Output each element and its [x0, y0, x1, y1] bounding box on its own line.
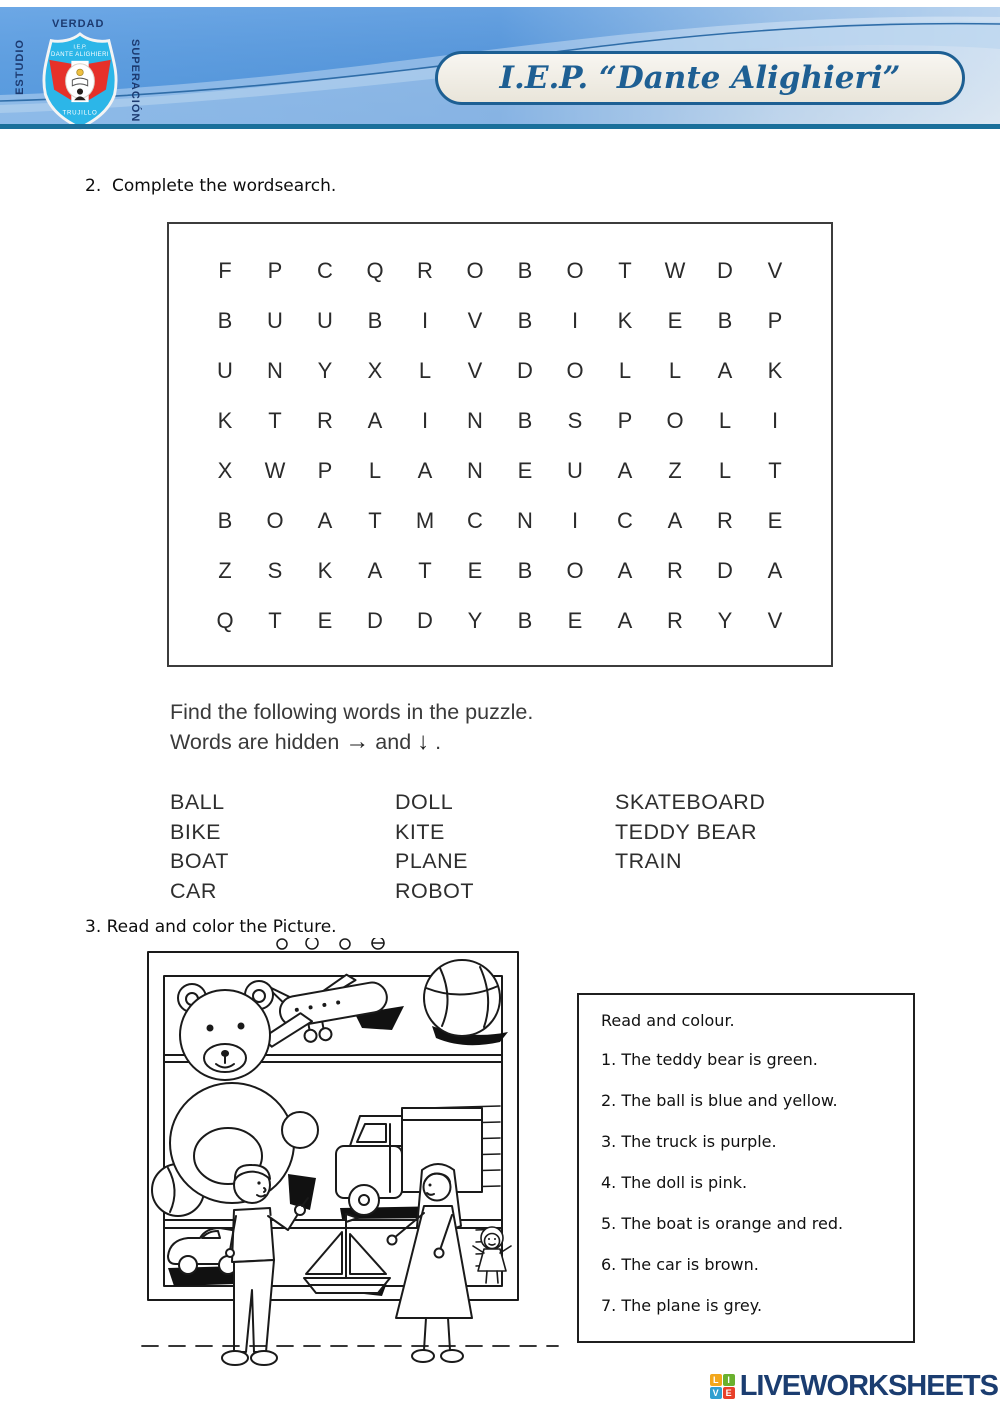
- wordsearch-letter-r5c1[interactable]: X: [217, 458, 233, 483]
- wordsearch-letter-r2c1[interactable]: B: [217, 308, 233, 333]
- wordsearch-letter-r5c7[interactable]: E: [517, 458, 533, 483]
- wordsearch-letter-r4c5[interactable]: I: [421, 408, 429, 433]
- exercise2-title: 2. Complete the wordsearch.: [85, 176, 337, 196]
- word-list-column: [395, 788, 615, 906]
- wordsearch-letter-r5c8[interactable]: U: [567, 458, 583, 483]
- toy-shop-illustration: [140, 938, 560, 1372]
- wordsearch-letter-r4c7[interactable]: B: [517, 408, 533, 433]
- wordsearch-letter-r7c4[interactable]: A: [367, 558, 383, 583]
- wordsearch-letter-r2c12[interactable]: P: [767, 308, 783, 333]
- word-item: KITE: [395, 819, 445, 844]
- colour-instruction: 6. The car is brown.: [601, 1255, 759, 1274]
- wordsearch-letter-r4c9[interactable]: P: [617, 408, 633, 433]
- wordsearch-letter-r1c8[interactable]: O: [566, 258, 584, 283]
- wordsearch-letter-r2c9[interactable]: K: [617, 308, 633, 333]
- wordsearch-letter-r2c6[interactable]: V: [467, 308, 483, 333]
- wordsearch-letter-r7c12[interactable]: A: [767, 558, 783, 583]
- wordsearch-letter-r8c6[interactable]: Y: [467, 608, 483, 633]
- logo-motto-superacion: SUPERACIÓN: [129, 39, 141, 123]
- wordsearch-letter-r3c7[interactable]: D: [517, 358, 533, 383]
- wordsearch-letter-r4c2[interactable]: T: [268, 408, 282, 433]
- wordsearch-letter-r1c7[interactable]: B: [517, 258, 533, 283]
- wordsearch-letter-r1c9[interactable]: T: [618, 258, 632, 283]
- wordsearch-letter-r8c3[interactable]: E: [317, 608, 333, 633]
- wordsearch-letter-r8c2[interactable]: T: [268, 608, 282, 633]
- wordsearch-letter-r8c7[interactable]: B: [517, 608, 533, 633]
- liveworksheets-icon-square: L: [710, 1374, 722, 1386]
- wordsearch-letter-r4c1[interactable]: K: [217, 408, 233, 433]
- svg-text:DANTE ALIGHIERI: DANTE ALIGHIERI: [50, 52, 110, 59]
- colour-instruction: 7. The plane is grey.: [601, 1296, 763, 1315]
- wordsearch-letter-r3c12[interactable]: K: [767, 358, 783, 383]
- colour-box-title: Read and colour.: [601, 1011, 735, 1030]
- wordsearch-letter-r7c3[interactable]: K: [317, 558, 333, 583]
- colour-instruction: 4. The doll is pink.: [601, 1173, 748, 1192]
- wordsearch-letter-r6c3[interactable]: A: [317, 508, 333, 533]
- instructions-line1: Find the following words in the puzzle.: [170, 700, 534, 724]
- wordsearch-letter-r1c3[interactable]: C: [317, 258, 333, 283]
- wordsearch-letter-r2c2[interactable]: U: [267, 308, 283, 333]
- colour-instruction: 3. The truck is purple.: [601, 1132, 777, 1151]
- wordsearch-letter-r5c12[interactable]: T: [768, 458, 782, 483]
- svg-text:TRUJILLO: TRUJILLO: [62, 109, 98, 117]
- wordsearch-letter-r6c4[interactable]: T: [368, 508, 382, 533]
- wordsearch-letter-r2c8[interactable]: I: [571, 308, 579, 333]
- wordsearch-letter-r8c8[interactable]: E: [567, 608, 583, 633]
- instructions-line2: Words are hidden: [170, 730, 340, 754]
- right-arrow-icon: →: [345, 728, 370, 755]
- word-item: BIKE: [170, 819, 221, 844]
- word-item: TRAIN: [615, 849, 682, 873]
- wordsearch-letter-r7c7[interactable]: B: [517, 558, 533, 583]
- word-list: [170, 788, 765, 906]
- wordsearch-letter-r4c6[interactable]: N: [467, 408, 483, 433]
- wordsearch-letter-r1c1[interactable]: F: [218, 258, 232, 283]
- wordsearch-letter-r6c12[interactable]: E: [767, 508, 783, 533]
- liveworksheets-brand-text: LIVEWORKSHEETS: [739, 1370, 998, 1402]
- wordsearch-letter-r5c11[interactable]: L: [718, 458, 732, 483]
- wordsearch-letter-r3c8[interactable]: O: [566, 358, 584, 383]
- wordsearch-letter-r2c11[interactable]: B: [717, 308, 733, 333]
- word-item: BALL: [170, 790, 225, 814]
- wordsearch-letter-r8c1[interactable]: Q: [216, 608, 234, 633]
- wordsearch-letter-r4c3[interactable]: R: [317, 408, 333, 433]
- wordsearch-letter-r2c4[interactable]: B: [367, 308, 383, 333]
- wordsearch-letter-r3c2[interactable]: N: [267, 358, 283, 383]
- page-header: [0, 7, 1000, 124]
- colour-instruction: 2. The ball is blue and yellow.: [601, 1091, 838, 1110]
- word-item: BOAT: [170, 849, 229, 873]
- school-name-banner: [435, 51, 965, 105]
- word-item: CAR: [170, 878, 217, 903]
- school-name-text: I.E.P. “Dante Alighieri”: [499, 60, 901, 96]
- word-list-column: [615, 788, 765, 906]
- header-divider-bar: [0, 124, 1000, 129]
- wordsearch-letter-r5c6[interactable]: N: [467, 458, 483, 483]
- wordsearch-letter-r3c3[interactable]: Y: [317, 358, 333, 383]
- wordsearch-letter-r3c11[interactable]: A: [717, 358, 733, 383]
- wordsearch-letter-r2c3[interactable]: U: [317, 308, 333, 333]
- word-item: SKATEBOARD: [615, 790, 766, 814]
- wordsearch-letter-r6c1[interactable]: B: [217, 508, 233, 533]
- wordsearch-letter-r4c8[interactable]: S: [567, 408, 583, 433]
- wordsearch-letter-r1c5[interactable]: R: [417, 258, 433, 283]
- wordsearch-letter-r8c10[interactable]: R: [667, 608, 683, 633]
- top-doodles: [277, 938, 384, 949]
- down-arrow-icon: ↓: [417, 728, 430, 755]
- wordsearch-letter-r1c10[interactable]: W: [664, 258, 686, 283]
- wordsearch-letter-r5c5[interactable]: A: [417, 458, 433, 483]
- wordsearch-letter-r6c10[interactable]: A: [667, 508, 683, 533]
- liveworksheets-icon-square: E: [723, 1387, 735, 1399]
- wordsearch-letter-r5c2[interactable]: W: [264, 458, 286, 483]
- liveworksheets-logo[interactable]: [710, 1370, 998, 1403]
- wordsearch-letter-r1c6[interactable]: O: [466, 258, 484, 283]
- school-shield-logo: [32, 31, 128, 131]
- liveworksheets-icon-square: V: [710, 1387, 722, 1399]
- exercise3-title: 3. Read and color the Picture.: [85, 917, 337, 937]
- read-and-colour-box: [577, 993, 915, 1343]
- wordsearch-letter-r4c11[interactable]: L: [718, 408, 732, 433]
- wordsearch-letter-r7c5[interactable]: T: [418, 558, 432, 583]
- wordsearch-letter-r6c9[interactable]: C: [617, 508, 633, 533]
- instructions-period: .: [435, 730, 442, 754]
- wordsearch-letter-r4c10[interactable]: O: [666, 408, 684, 433]
- wordsearch-letter-r7c2[interactable]: S: [267, 558, 283, 583]
- word-item: DOLL: [395, 790, 454, 814]
- wordsearch-letter-r1c2[interactable]: P: [267, 258, 283, 283]
- wordsearch-letter-r1c12[interactable]: V: [767, 258, 783, 283]
- wordsearch-letter-r5c9[interactable]: A: [617, 458, 633, 483]
- colour-instruction-list: [601, 1050, 903, 1315]
- wordsearch-letter-r8c12[interactable]: V: [767, 608, 783, 633]
- wordsearch-instructions: [170, 697, 533, 757]
- word-item: TEDDY BEAR: [615, 819, 757, 844]
- logo-motto-verdad: VERDAD: [52, 18, 105, 30]
- wordsearch-letter-r7c8[interactable]: O: [566, 558, 584, 583]
- wordsearch-letter-r3c6[interactable]: V: [467, 358, 483, 383]
- wordsearch-letter-r1c11[interactable]: D: [717, 258, 733, 283]
- wordsearch-letter-r2c10[interactable]: E: [667, 308, 683, 333]
- wordsearch-letter-r7c1[interactable]: Z: [218, 558, 232, 583]
- svg-text:I.E.P.: I.E.P.: [73, 44, 87, 51]
- wordsearch-letter-r4c4[interactable]: A: [367, 408, 383, 433]
- wordsearch-letter-r5c4[interactable]: L: [368, 458, 382, 483]
- wordsearch-letter-r3c1[interactable]: U: [217, 358, 233, 383]
- wordsearch-letter-r6c6[interactable]: C: [467, 508, 483, 533]
- logo-motto-estudio: ESTUDIO: [14, 39, 26, 95]
- colour-instruction: 1. The teddy bear is green.: [601, 1050, 818, 1069]
- word-list-column: [170, 788, 395, 906]
- wordsearch-letter-r8c5[interactable]: D: [417, 608, 433, 633]
- instructions-and: and: [375, 730, 412, 754]
- wordsearch-letter-r3c5[interactable]: L: [418, 358, 432, 383]
- colour-instruction: 5. The boat is orange and red.: [601, 1214, 844, 1233]
- wordsearch-letter-r5c3[interactable]: P: [317, 458, 333, 483]
- wordsearch-letter-r6c2[interactable]: O: [266, 508, 284, 533]
- wordsearch-letter-r3c10[interactable]: L: [668, 358, 682, 383]
- wordsearch-letter-r3c4[interactable]: X: [367, 358, 383, 383]
- liveworksheets-grid-icon: [710, 1374, 735, 1399]
- wordsearch-letter-r3c9[interactable]: L: [618, 358, 632, 383]
- wordsearch-letter-r7c11[interactable]: D: [717, 558, 733, 583]
- wordsearch-letter-r6c8[interactable]: I: [571, 508, 579, 533]
- wordsearch-letter-r7c10[interactable]: R: [667, 558, 683, 583]
- wordsearch-letter-r6c7[interactable]: N: [517, 508, 533, 533]
- wordsearch-letter-r5c10[interactable]: Z: [668, 458, 682, 483]
- wordsearch-letter-r8c11[interactable]: Y: [717, 608, 733, 633]
- wordsearch-letter-r8c9[interactable]: A: [617, 608, 633, 633]
- wordsearch-letter-r2c7[interactable]: B: [517, 308, 533, 333]
- wordsearch-letter-r6c11[interactable]: R: [717, 508, 733, 533]
- wordsearch-grid[interactable]: [200, 246, 800, 646]
- wordsearch-letter-r2c5[interactable]: I: [421, 308, 429, 333]
- word-item: ROBOT: [395, 878, 474, 903]
- wordsearch-letter-r6c5[interactable]: M: [415, 508, 435, 533]
- liveworksheets-icon-square: I: [723, 1374, 735, 1386]
- wordsearch-letter-r7c6[interactable]: E: [467, 558, 483, 583]
- wordsearch-letter-r4c12[interactable]: I: [771, 408, 779, 433]
- wordsearch-letter-r8c4[interactable]: D: [367, 608, 383, 633]
- wordsearch-letter-r1c4[interactable]: Q: [366, 258, 384, 283]
- ball-drawing: [424, 960, 500, 1036]
- word-item: PLANE: [395, 849, 469, 873]
- wordsearch-letter-r7c9[interactable]: A: [617, 558, 633, 583]
